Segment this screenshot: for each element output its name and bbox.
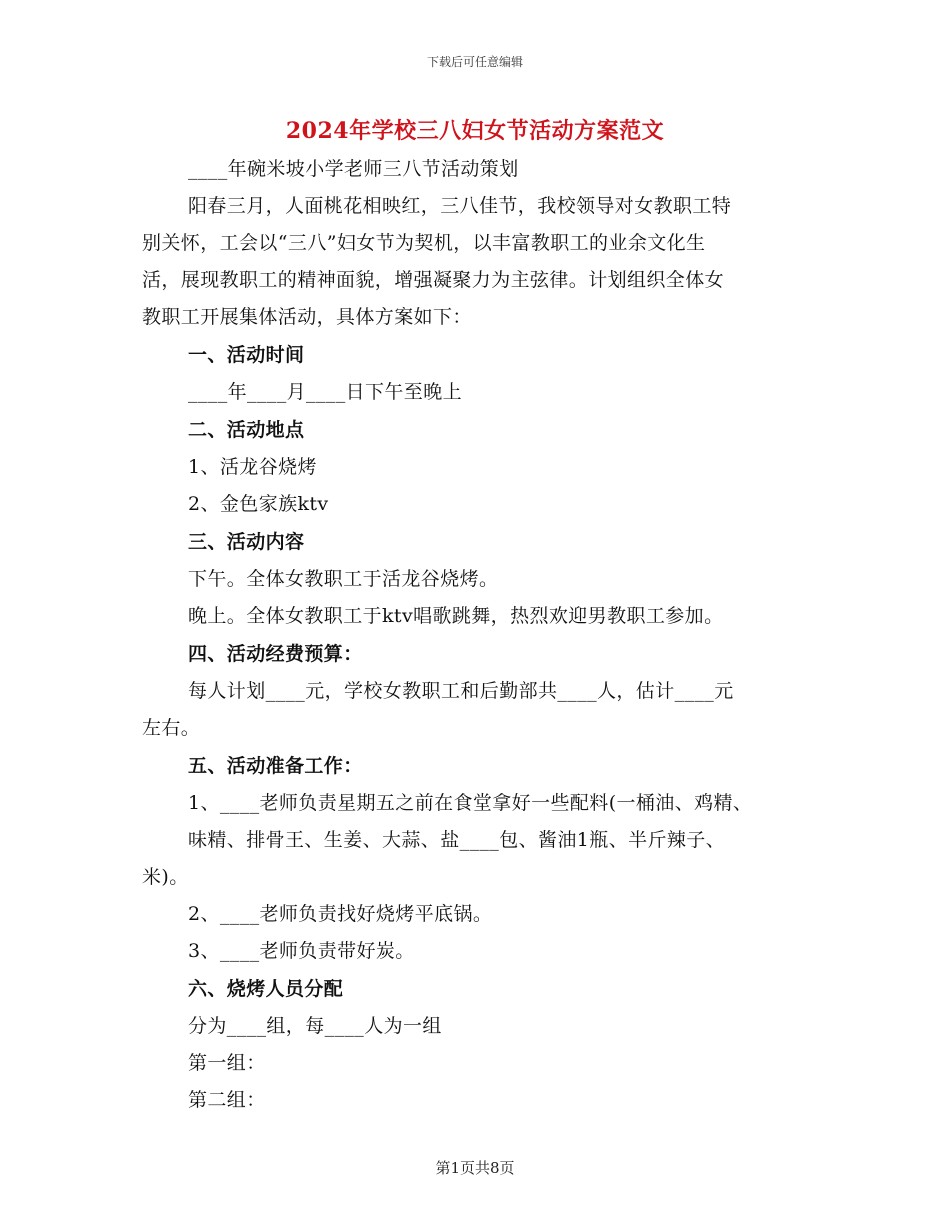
paragraph-line: 别关怀，工会以“三八”妇女节为契机，以丰富教职工的业余文化生 (142, 232, 706, 254)
list-item: 1、活龙谷烧烤 (188, 456, 317, 478)
paragraph-line: 每人计划____元，学校女教职工和后勤部共____人，估计____元 (188, 680, 734, 702)
list-item: 2、金色家族ktv (188, 493, 329, 515)
page-header-note: 下载后可任意编辑 (426, 55, 523, 69)
section-heading: 五、活动准备工作： (188, 755, 363, 777)
paragraph-line: 分为____组，每____人为一组 (188, 1015, 442, 1037)
paragraph-line: 下午。全体女教职工于活龙谷烧烤。 (188, 568, 499, 590)
paragraph-line: 阳春三月，人面桃花相映红，三八佳节，我校领导对女教职工特 (188, 195, 732, 217)
paragraph-line: ____年____月____日下午至晚上 (188, 381, 463, 403)
document-title: 2024年学校三八妇女节活动方案范文 (285, 118, 665, 144)
paragraph-line: 左右。 (142, 717, 201, 739)
paragraph-line: 味精、排骨王、生姜、大蒜、盐____包、酱油1瓶、半斤辣子、 (188, 829, 726, 851)
section-heading: 二、活动地点 (188, 419, 305, 441)
section-heading: 三、活动内容 (188, 531, 305, 553)
section-heading: 六、烧烤人员分配 (188, 978, 344, 1000)
section-heading: 四、活动经费预算： (188, 643, 363, 665)
page-number: 第1页共8页 (435, 1159, 515, 1177)
paragraph-line: 活，展现教职工的精神面貌，增强凝聚力为主弦律。计划组织全体女 (142, 269, 725, 291)
list-item: 3、____老师负责带好炭。 (188, 940, 415, 962)
paragraph-line: 第二组： (188, 1089, 266, 1111)
list-item: 1、____老师负责星期五之前在食堂拿好一些配料(一桶油、鸡精、 (188, 792, 753, 814)
paragraph-line: 教职工开展集体活动，具体方案如下： (142, 306, 472, 328)
paragraph-line: 第一组： (188, 1052, 266, 1074)
paragraph-line: 晚上。全体女教职工于ktv唱歌跳舞，热烈欢迎男教职工参加。 (188, 605, 724, 627)
paragraph-line: 米)。 (142, 866, 189, 888)
subtitle-line: ____年碗米坡小学老师三八节活动策划 (188, 158, 519, 180)
list-item: 2、____老师负责找好烧烤平底锅。 (188, 903, 493, 925)
section-heading: 一、活动时间 (188, 344, 305, 366)
